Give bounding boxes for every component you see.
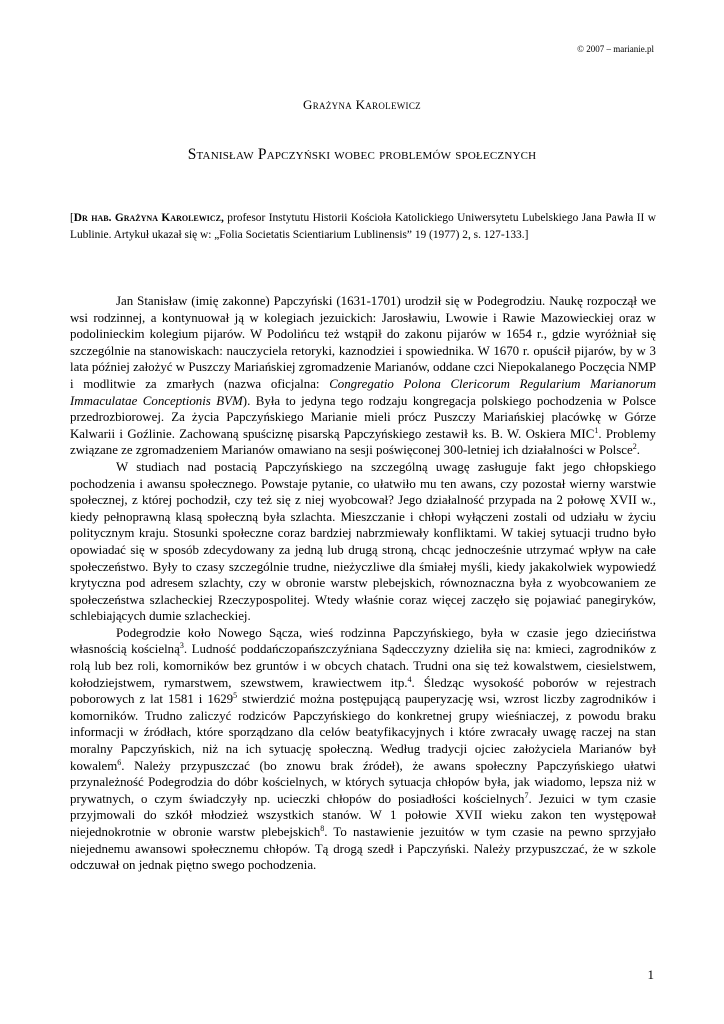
paragraph-2-text: W studiach nad postacią Papczyńskiego na szczególną uwagę zasługuje fakt jego chłopskiego pochodzenia i awansu społecznego. Powstaje pytanie, co ułatwiło mu ten awans, czy pozostał wierny warstwie społecznej, z której pochodził, czy też się z niej wyobcował? Jego działalność przypada na 2 połowę XVII w., kiedy pełnoprawną klasą społeczną była szlachta. Mieszczanie i chłopi wyłączeni zostali od udziału w życiu politycznym kraju. Stosunki społeczne coraz bardziej nabrzmiewały konfliktami. W takiej sytuacji trudno było opowiadać się w sposób zdecydowany za jedną lub drugą stroną, chcąc jednocześnie utrzymać wpływ na całe społeczeństwo. Były to czasy szczególnie trudne, nieżyczliwe dla śmiałej myśli, kiedy jakakolwiek wypowiedź krytyczna pod adresem szlachty, czy w obronie warstw plebejskich, równoznaczna była z wyobcowaniem ze społeczeństwa szlacheckiej Rzeczypospolitej. Wtedy właśnie coraz więcej zaczęło się pojawiać panegiryków, schlebiających dumie szlacheckiej. [70,459,656,624]
footnote-ref-6[interactable]: 6 [117,757,122,767]
copyright-notice: © 2007 – marianie.pl [577,44,654,54]
bio-text: profesor Instytutu Historii Kościoła Katolickiego Uniwersytetu Lubelskiego Jana Pawła II w Lublinie. Artykuł ukazał się w: „Folia Societatis Scientiarium Lublinensis” 19 (1977) 2, s. 127-133.] [70,212,656,241]
paragraph-3-text: . To nastawienie jezuitów w tym czasie na pewno sprzyjało niejednemu awansowi społecznemu chłopów. Tą drogą szedł i Papczyński. Należy przypuszczać, że w szkole odczuwał on jednak piętno swego pochodzenia. [70,825,656,873]
page-number: 1 [647,967,654,982]
paragraph-3-text: . Należy przypuszczać (bo znowu brak źródeł), że awans społeczny Papczyńskiego ułatwi przynależność Podegrodzia do dóbr kościelnych, w których sytuacja chłopów była, jak wiadomo, lepsza niż w prywatnych, o czym świadczyły np. ucieczki chłopów do posiadłości kościelnych [70,758,656,806]
footnote-ref-8[interactable]: 8 [320,824,325,833]
paragraph-3-text: stwierdzić można postępującą pauperyzację wsi, wzrost liczby zagrodników i komorników. Trudno zaliczyć rodziców Papczyńskiego do konkretnej grupy wieśniaczej, z powodu braku informacji w źródłach, które sporządzano dla celów beatyfikacyjnych i które zwracały uwagę raczej na stan moralny Papczyńskich, niż na ich sytuację społeczną. Według tradycji ojciec założyciela Marianów był kowalem [70,692,656,773]
paragraph-3-text: . Jezuici w tym czasie przyjmowali do szkół młodzież wszystkich stanów. W 1 połowie XVII wieku zakon ten występował niejednokrotnie w obronie warstw plebejskich [70,791,657,839]
author-name: Grażyna Karolewicz [303,97,421,112]
paragraph-3-text: . Ludność poddańczopańszczyźniana Sądecczyzny dzieliła się na: kmieci, zagrodników z rolą lub bez roli, komorników bez gruntów i w obcych chatach. Trudni ona się też kowalstwem, ciesielstwem, kołodziejstwem, rymarstwem, szewstwem, krawiectwem itp. [70,642,656,690]
footnote-ref-2[interactable]: 2 [632,442,637,452]
paragraph-1-text: ). Była to jedyna tego rodzaju kongregacja polskiego pochodzenia w Polsce przedrozbiorowej. Za życia Papczyńskiego Marianie mieli prócz Puszczy Mariańskiej placówkę w Górze Kalwarii i Goźlinie. Zachowaną spuściznę pisarską Papczyńskiego zestawił ks. B. W. Oskiera MIC [70,393,656,441]
paragraph-3 [70,625,656,874]
footnote-ref-5[interactable]: 5 [233,691,238,701]
footnote-ref-4[interactable]: 4 [407,674,412,684]
paragraph-1-text: . Problemy związane ze zgromadzeniem Marianów omawiano na sesji poświęconej 300-letniej ich działalności w Polsce [70,426,656,458]
paragraph-3-text: . Śledząc wysokość poborów w rejestrach poborowych z lat 1581 i 1629 [70,675,656,707]
author-bio-note [70,210,656,243]
bio-author-name: Dr hab. Grażyna Karolewicz, [73,212,224,224]
footnote-ref-7[interactable]: 7 [524,790,529,800]
latin-congregation-name: Congregatio Polona Clericorum Regularium Marianorum Immaculatae Conceptionis BVM [70,376,656,408]
footnote-ref-3[interactable]: 3 [179,641,184,651]
paragraph-2 [70,459,656,625]
footnote-ref-1[interactable]: 1 [594,425,599,435]
paragraph-1-text: Jan Stanisław (imię zakonne) Papczyński (1631-1701) urodził się w Podegrodziu. Naukę rozpoczął we wsi rodzinnej, a kontynuował ją w kolegiach jezuickich: Jarosławiu, Lwowie i Rawie Mazowieckiej oraz w podolinieckim kolegium pijarów. W Podolińcu też wstąpił do zakonu pijarów w 1654 r., gdzie wyróżniał się szczególnie na stanowiskach: nauczyciela retoryki, kaznodziei i spowiednika. W 1670 r. opuścił pijarów, by w 3 lata później założyć w Puszczy Mariańskiej zgromadzenie Marianów, oddane czci Niepokalanego Poczęcia NMP i modlitwie za zmarłych (nazwa oficjalna: [70,294,656,391]
bio-open-bracket: [ [70,212,74,224]
article-body [70,293,656,874]
article-title: Stanisław Papczyński wobec problemów społecznych [187,146,537,163]
paragraph-3-text: Podegrodzie koło Nowego Sącza, wieś rodzinna Papczyńskiego, była w czasie jego dzieciństwa własnością kościelną [70,625,656,657]
paragraph-1-text: . [636,443,640,458]
paragraph-1 [70,293,656,459]
